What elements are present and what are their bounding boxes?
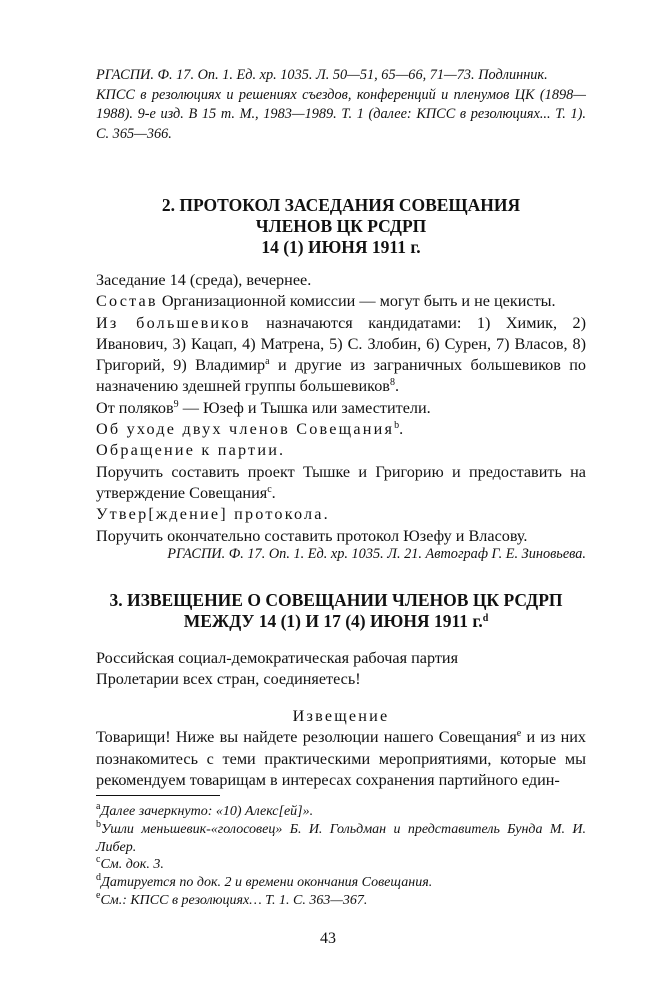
footnote-mark: c [267, 483, 272, 495]
spaced-term: Из большевиков [96, 313, 251, 332]
doc2-heading [96, 195, 586, 258]
doc3-heading-line2: МЕЖДУ 14 (1) И 17 (4) ИЮНЯ 1911 г.$^d$ [183, 611, 489, 631]
appeal-line: Обращение к партии. [96, 441, 286, 460]
slogan: Пролетарии всех стран, соединяетесь! [96, 670, 361, 689]
footnote-b: $^b$Ушли меньшевик-«голосовец» Б. И. Гольдман и представитель Бунда М. И. Либер. [96, 818, 586, 855]
footnote-mark: 9 [173, 398, 179, 410]
notice [96, 706, 586, 791]
footnote-mark: 8 [389, 377, 395, 389]
archive-reference: РГАСПИ. Ф. 17. Оп. 1. Ед. хр. 1035. Л. 50—51, 65—66, 71—73. Подлинник. [96, 67, 548, 83]
doc3-heading [76, 590, 596, 632]
doc3-body [96, 648, 586, 691]
doc2-source: РГАСПИ. Ф. 17. Оп. 1. Ед. хр. 1035. Л. 21. Автограф Г. Е. Зиновьева. [167, 546, 586, 562]
doc2-heading-line3: 14 (1) ИЮНЯ 1911 г. [261, 237, 421, 257]
doc2-heading-line1: 2. ПРОТОКОЛ ЗАСЕДАНИЯ СОВЕЩАНИЯ [161, 195, 521, 215]
footnote-c: $^c$См. док. 3. [96, 854, 164, 873]
footnote-mark: d [482, 613, 489, 624]
candidates-paragraph: Из большевиков назначаются кандидатами: 1) Химик, 2) Иванович, 3) Кацап, 4) Матрена, 5) С. Злобин, 6) Сурен, 7) Власов, 8) Григорий, 9) Владимир$^a$ и другие из заграничных большевиков по назначению здешней группы большевиков$^8$. [96, 313, 586, 396]
page-number: 43 [320, 930, 336, 947]
footnote-a: $^a$Далее зачеркнуто: «10) Алекс[ей]». [96, 801, 314, 819]
assign-protocol-line: Поручить окончательно составить протокол Юзефу и Власову. [96, 526, 528, 545]
footnote-mark: a [265, 356, 270, 368]
doc2-body [96, 270, 586, 547]
footnote-divider [96, 795, 220, 796]
departure-line: Об уходе двух членов Совещания$^b$. [96, 420, 404, 439]
footnotes [96, 803, 586, 910]
footnote-mark: e [516, 728, 522, 740]
spaced-term: Состав [96, 292, 158, 311]
doc3-heading-line1: 3. ИЗВЕЩЕНИЕ О СОВЕЩАНИИ ЧЛЕНОВ ЦК РСДРП [109, 590, 563, 610]
approval-line: Утвер[ждение] протокола. [96, 505, 330, 524]
party-name: Российская социал-демократическая рабочая партия [96, 649, 459, 667]
footnote-mark: b [394, 420, 400, 432]
publication-reference: КПСС в резолюциях и решениях съездов, конференций и пленумов ЦК (1898—1988). 9-е изд. В 15 т. М., 1983—1989. Т. 1 (далее: КПСС в резолюциях... Т. 1). С. 365—366. [96, 86, 586, 142]
notice-title: Извещение [292, 707, 390, 725]
notice-text: Товарищи! Ниже вы найдете резолюции нашего Совещания$^e$ и из них познакомитесь с теми практическими мероприятиями, которые мы рекомендуем товарищам в интересах сохранения партийного един- [96, 728, 587, 789]
poles-line: От поляков$^9$ — Юзеф и Тышка или заместители. [96, 398, 431, 417]
assign-draft-line: Поручить составить проект Тышке и Григорию и предоставить на утверждение Совещания$^c$. [96, 462, 586, 502]
top-source-reference [96, 66, 586, 144]
footnote-e: $^e$См.: КПСС в резолюциях… Т. 1. С. 363—367. [96, 889, 368, 908]
footnote-d: $^d$Датируется по док. 2 и времени окончания Совещания. [96, 872, 433, 891]
doc2-heading-line2: ЧЛЕНОВ ЦК РСДРП [255, 216, 427, 236]
commission-line: Состав Организационной комиссии — могут быть и не цекисты. [96, 292, 556, 311]
session-line: Заседание 14 (среда), вечернее. [96, 271, 312, 289]
